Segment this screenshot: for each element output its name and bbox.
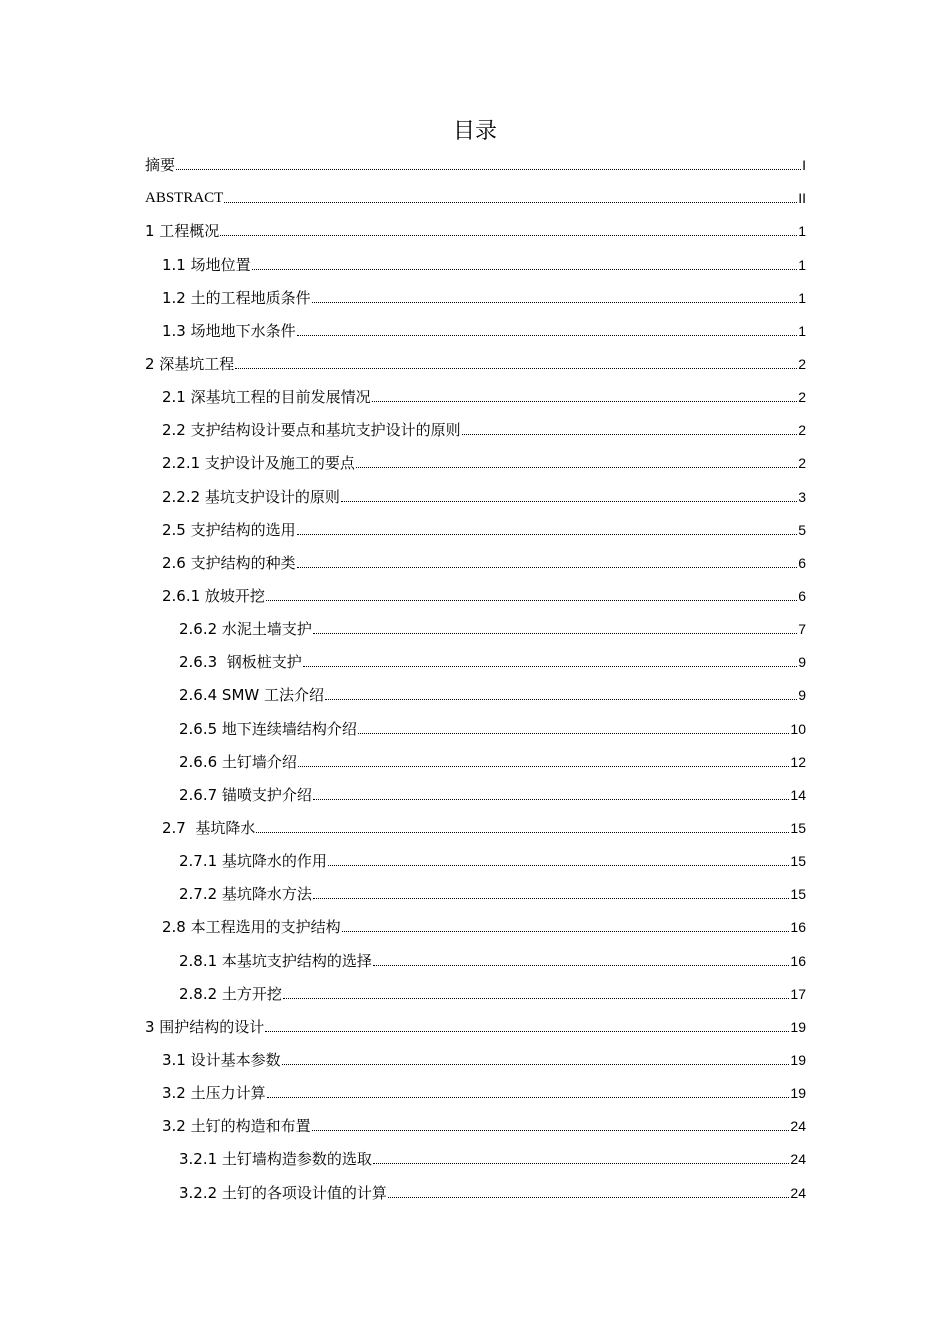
toc-entry-page: II — [798, 190, 806, 207]
toc-entry-page: 15 — [790, 853, 806, 870]
toc-entry-page: 2 — [798, 389, 806, 406]
toc-entry-page: 2 — [798, 455, 806, 472]
dot-leader — [462, 434, 798, 435]
dot-leader — [297, 567, 798, 568]
toc-entry[interactable] — [145, 937, 806, 970]
toc-entry-label: 2.7.1 基坑降水的作用 — [179, 852, 327, 871]
dot-leader — [325, 699, 797, 700]
toc-entry-page: I — [802, 157, 806, 174]
toc-entry-page: 9 — [798, 654, 806, 671]
toc-entry-page: 5 — [798, 521, 806, 538]
toc-entry-label: 2.8 本工程选用的支护结构 — [162, 918, 341, 937]
toc-title: 目录 — [452, 119, 497, 144]
dot-leader — [312, 302, 798, 303]
toc-entry-label: 3.2 土压力计算 — [162, 1084, 266, 1103]
toc-entry[interactable] — [145, 142, 806, 175]
dot-leader — [341, 501, 797, 502]
toc-entry-page: 19 — [790, 1018, 806, 1035]
dot-leader — [312, 1130, 790, 1131]
dot-leader — [176, 169, 801, 170]
toc-entry[interactable] — [145, 904, 806, 937]
toc-entry-label: 3.2 土钉的构造和布置 — [162, 1117, 311, 1136]
dot-leader — [297, 335, 798, 336]
toc-entry[interactable] — [145, 374, 806, 407]
dot-leader — [356, 467, 797, 468]
dot-leader — [266, 600, 797, 601]
toc-entry-label: 2.6.2 水泥土墙支护 — [179, 620, 312, 639]
dot-leader — [313, 799, 789, 800]
toc-entry-page: 15 — [790, 819, 806, 836]
dot-leader — [267, 1097, 790, 1098]
toc-entry-page: 16 — [790, 952, 806, 969]
toc-entry-label: 2.5 支护结构的选用 — [162, 520, 296, 539]
toc-entry[interactable] — [145, 175, 806, 208]
dot-leader — [220, 235, 797, 236]
toc-entry-page: 1 — [798, 256, 806, 273]
toc-entry-label: 1.3 场地地下水条件 — [162, 321, 296, 340]
dot-leader — [358, 733, 789, 734]
toc-entry[interactable] — [145, 1070, 806, 1103]
toc-entry-page: 6 — [798, 554, 806, 571]
toc-entry[interactable] — [145, 507, 806, 540]
toc-entry-label: 2.6.7 锚喷支护介绍 — [179, 785, 312, 804]
toc-entry-page: 6 — [798, 587, 806, 604]
toc-entry[interactable] — [145, 672, 806, 705]
toc-entry[interactable] — [145, 540, 806, 573]
toc-entry-label: 2.7 基坑降水 — [162, 818, 256, 837]
toc-entry[interactable] — [145, 871, 806, 904]
toc-entry-page: 19 — [790, 1051, 806, 1068]
toc-entry[interactable] — [145, 739, 806, 772]
toc-entry[interactable] — [145, 838, 806, 871]
dot-leader — [235, 368, 797, 369]
toc-entry-label: 2.2.2 基坑支护设计的原则 — [162, 487, 340, 506]
toc-entry[interactable] — [145, 971, 806, 1004]
toc-entry[interactable] — [145, 573, 806, 606]
toc-entry[interactable] — [145, 208, 806, 241]
toc-entry[interactable] — [145, 1103, 806, 1136]
toc-entry-label: 3.2.1 土钉墙构造参数的选取 — [179, 1150, 372, 1169]
toc-entry[interactable] — [145, 705, 806, 738]
toc-entry-label: 1 工程概况 — [145, 222, 220, 241]
toc-entry-page: 16 — [790, 919, 806, 936]
dot-leader — [388, 1197, 789, 1198]
toc-entry-label: 2.6 支护结构的种类 — [162, 553, 296, 572]
dot-leader — [282, 1064, 790, 1065]
toc-entry[interactable] — [145, 241, 806, 274]
toc-entry[interactable] — [145, 606, 806, 639]
toc-entry-label: 2.6.3 钢板桩支护 — [179, 653, 302, 672]
dot-leader — [373, 965, 789, 966]
toc-entry-label: 2.6.5 地下连续墙结构介绍 — [179, 719, 357, 738]
toc-entry[interactable] — [145, 772, 806, 805]
dot-leader — [328, 865, 789, 866]
toc-entry[interactable] — [145, 473, 806, 506]
toc-entry-page: 10 — [790, 720, 806, 737]
dot-leader — [313, 898, 789, 899]
dot-leader — [303, 666, 797, 667]
toc-entry-label: 2.6.6 土钉墙介绍 — [179, 752, 297, 771]
toc-entry[interactable] — [145, 805, 806, 838]
toc-entry-page: 15 — [790, 886, 806, 903]
dot-leader — [224, 202, 797, 203]
toc-entry[interactable] — [145, 1004, 806, 1037]
toc-entry-page: 9 — [798, 687, 806, 704]
dot-leader — [298, 766, 789, 767]
toc-entry-label: 2.1 深基坑工程的目前发展情况 — [162, 388, 371, 407]
toc-entry-page: 1 — [798, 223, 806, 240]
toc-entry-label: 1.2 土的工程地质条件 — [162, 288, 311, 307]
toc-entry-label: 2.6.4 SMW 工法介绍 — [179, 686, 324, 705]
dot-leader — [265, 1031, 789, 1032]
toc-entry-page: 7 — [798, 621, 806, 638]
toc-entry[interactable] — [145, 639, 806, 672]
toc-entry-label: 3 围护结构的设计 — [145, 1017, 265, 1036]
table-of-contents — [145, 142, 806, 1203]
toc-entry-page: 14 — [790, 786, 806, 803]
dot-leader — [373, 1163, 789, 1164]
toc-entry-page: 3 — [798, 488, 806, 505]
toc-entry-page: 24 — [790, 1118, 806, 1135]
toc-entry[interactable] — [145, 275, 806, 308]
toc-entry-label: 2.8.2 土方开挖 — [179, 984, 282, 1003]
toc-entry-label: 2.2 支护结构设计要点和基坑支护设计的原则 — [162, 421, 461, 440]
toc-entry-label: 2.6.1 放坡开挖 — [162, 586, 265, 605]
toc-entry-label: 3.1 设计基本参数 — [162, 1050, 281, 1069]
toc-entry-page: 2 — [798, 355, 806, 372]
toc-entry-page: 2 — [798, 422, 806, 439]
toc-entry-label: 2 深基坑工程 — [145, 354, 235, 373]
toc-entry-label: ABSTRACT — [145, 190, 224, 207]
toc-entry-page: 24 — [790, 1184, 806, 1201]
toc-entry[interactable] — [145, 308, 806, 341]
toc-entry-label: 2.8.1 本基坑支护结构的选择 — [179, 951, 372, 970]
toc-entry-page: 1 — [798, 289, 806, 306]
toc-entry-page: 12 — [790, 753, 806, 770]
toc-entry-page: 24 — [790, 1151, 806, 1168]
toc-entry-page: 19 — [790, 1085, 806, 1102]
dot-leader — [297, 534, 798, 535]
dot-leader — [252, 269, 798, 270]
toc-entry-label: 2.7.2 基坑降水方法 — [179, 885, 312, 904]
dot-leader — [372, 401, 798, 402]
toc-entry-label: 摘要 — [145, 156, 176, 175]
toc-entry-page: 1 — [798, 322, 806, 339]
dot-leader — [313, 633, 797, 634]
toc-entry[interactable] — [145, 1037, 806, 1070]
toc-entry-label: 1.1 场地位置 — [162, 255, 251, 274]
toc-entry[interactable] — [145, 440, 806, 473]
toc-entry-label: 3.2.2 土钉的各项设计值的计算 — [179, 1183, 387, 1202]
toc-entry[interactable] — [145, 1136, 806, 1169]
toc-entry[interactable] — [145, 1169, 806, 1202]
toc-entry-page: 17 — [790, 985, 806, 1002]
toc-entry[interactable] — [145, 407, 806, 440]
toc-entry[interactable] — [145, 341, 806, 374]
toc-entry-label: 2.2.1 支护设计及施工的要点 — [162, 454, 355, 473]
dot-leader — [256, 832, 789, 833]
dot-leader — [283, 998, 789, 999]
dot-leader — [342, 931, 790, 932]
